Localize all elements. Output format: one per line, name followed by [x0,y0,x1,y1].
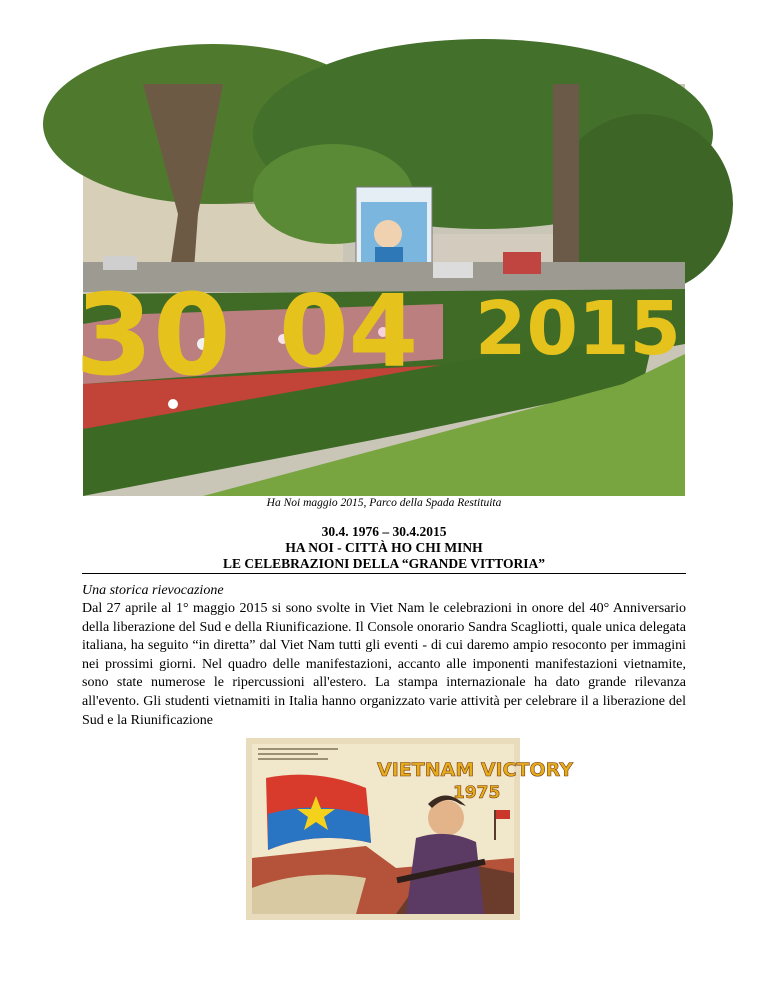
poster-year: 1975 [453,783,501,803]
article-title [83,524,685,572]
vietnam-victory-poster [246,738,574,920]
title-line-cities: HA NOI - CITTÀ HO CHI MINH [285,540,483,555]
sign-digits-04: 04 [279,273,419,390]
title-line-celebrations: LE CELEBRAZIONI DELLA “GRANDE VITTORIA” [222,556,546,571]
photo-caption: Ha Noi maggio 2015, Parco della Spada Restituita [266,497,502,509]
article-body: Dal 27 aprile al 1° maggio 2015 si sono svolte in Viet Nam le celebrazioni in onore del 40° Anniversario della liberazione del Sud e della Riunificazione. Il Console onorario Sandra Scagliotti, quale unica delegata italiana, ha seguito “in diretta” dal Viet Nam tutti gli eventi - di cui daremo ampio resoconto per immagini nei prossimi giorni. Nel quadro delle manifestazioni, accanto alle imponenti manifestazioni vietnamite, sono state numerose le ripercussioni all'estero. La stampa internazionale ha dato grande rilevanza all'evento. Gli studenti vietnamiti in Italia hanno organizzato varie attività per celebrare il a liberazione del Sud e la Riunificazione [82,601,686,728]
poster-title: VIETNAM VICTORY [377,759,574,781]
sign-digits-2015: 2015 [475,286,681,372]
park-photo-illustration [75,84,685,496]
poster-illustration [246,738,574,920]
title-line-dates: 30.4. 1976 – 30.4.2015 [321,524,447,539]
article-subtitle: Una storica rievocazione [82,583,224,598]
title-divider [82,573,686,574]
sign-digits-30: 30 [75,271,231,401]
park-photo [75,84,685,496]
